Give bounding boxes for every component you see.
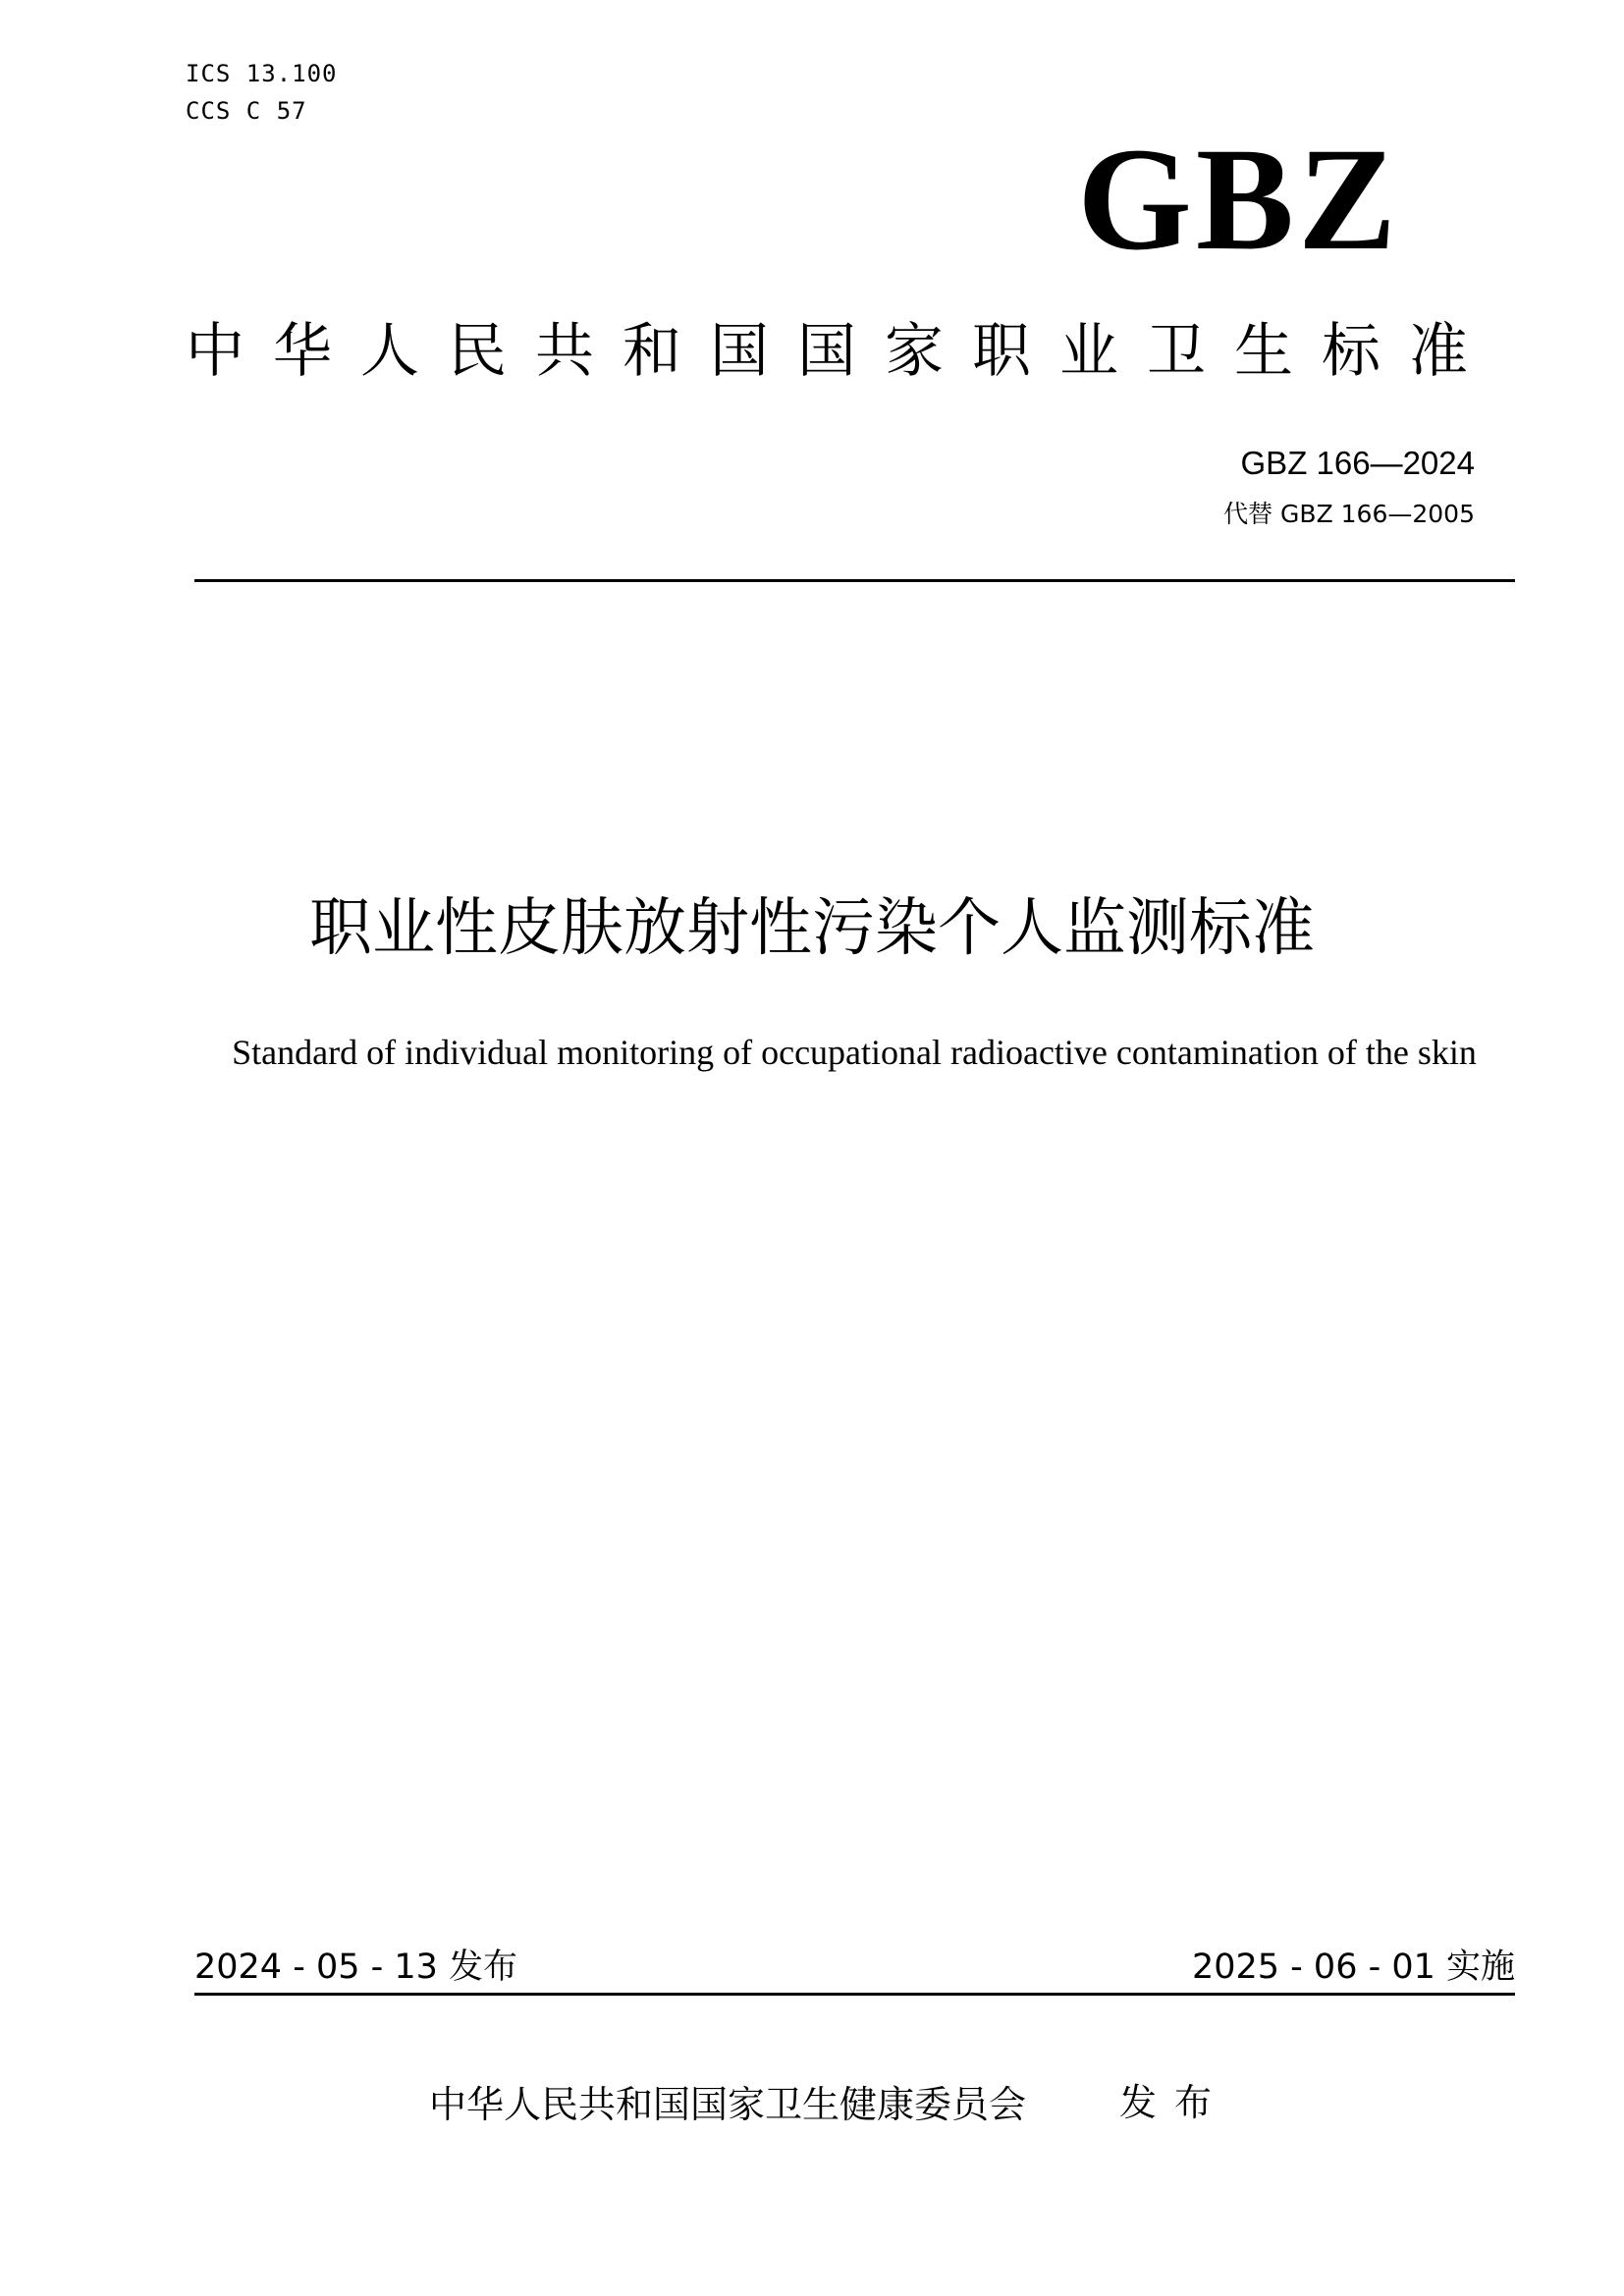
- implementation-date: 2025 - 06 - 01 实施: [1191, 1948, 1515, 1987]
- title-chinese: 职业性皮肤放射性污染个人监测标准: [309, 892, 1315, 965]
- ccs-code: CCS C 57: [186, 97, 307, 125]
- ics-code: ICS 13.100: [186, 60, 338, 87]
- publish-label: 发布: [1119, 2081, 1230, 2124]
- issue-date: 2024 - 05 - 13 发布: [194, 1948, 518, 1987]
- issuing-authority: 中华人民共和国国家卫生健康委员会: [429, 2083, 1027, 2126]
- standard-number: GBZ 166—2024: [1240, 445, 1475, 481]
- bottom-divider: [194, 1993, 1515, 1996]
- top-divider: [194, 579, 1515, 582]
- replaced-standard: 代替 GBZ 166—2005: [1223, 500, 1475, 528]
- title-english: Standard of individual monitoring of occupational radioactive contamination of the skin: [232, 1033, 1477, 1072]
- standard-category: 中华人民共和国国家职业卫生标准: [186, 317, 1496, 386]
- gbz-logo: GBZ: [1077, 118, 1400, 281]
